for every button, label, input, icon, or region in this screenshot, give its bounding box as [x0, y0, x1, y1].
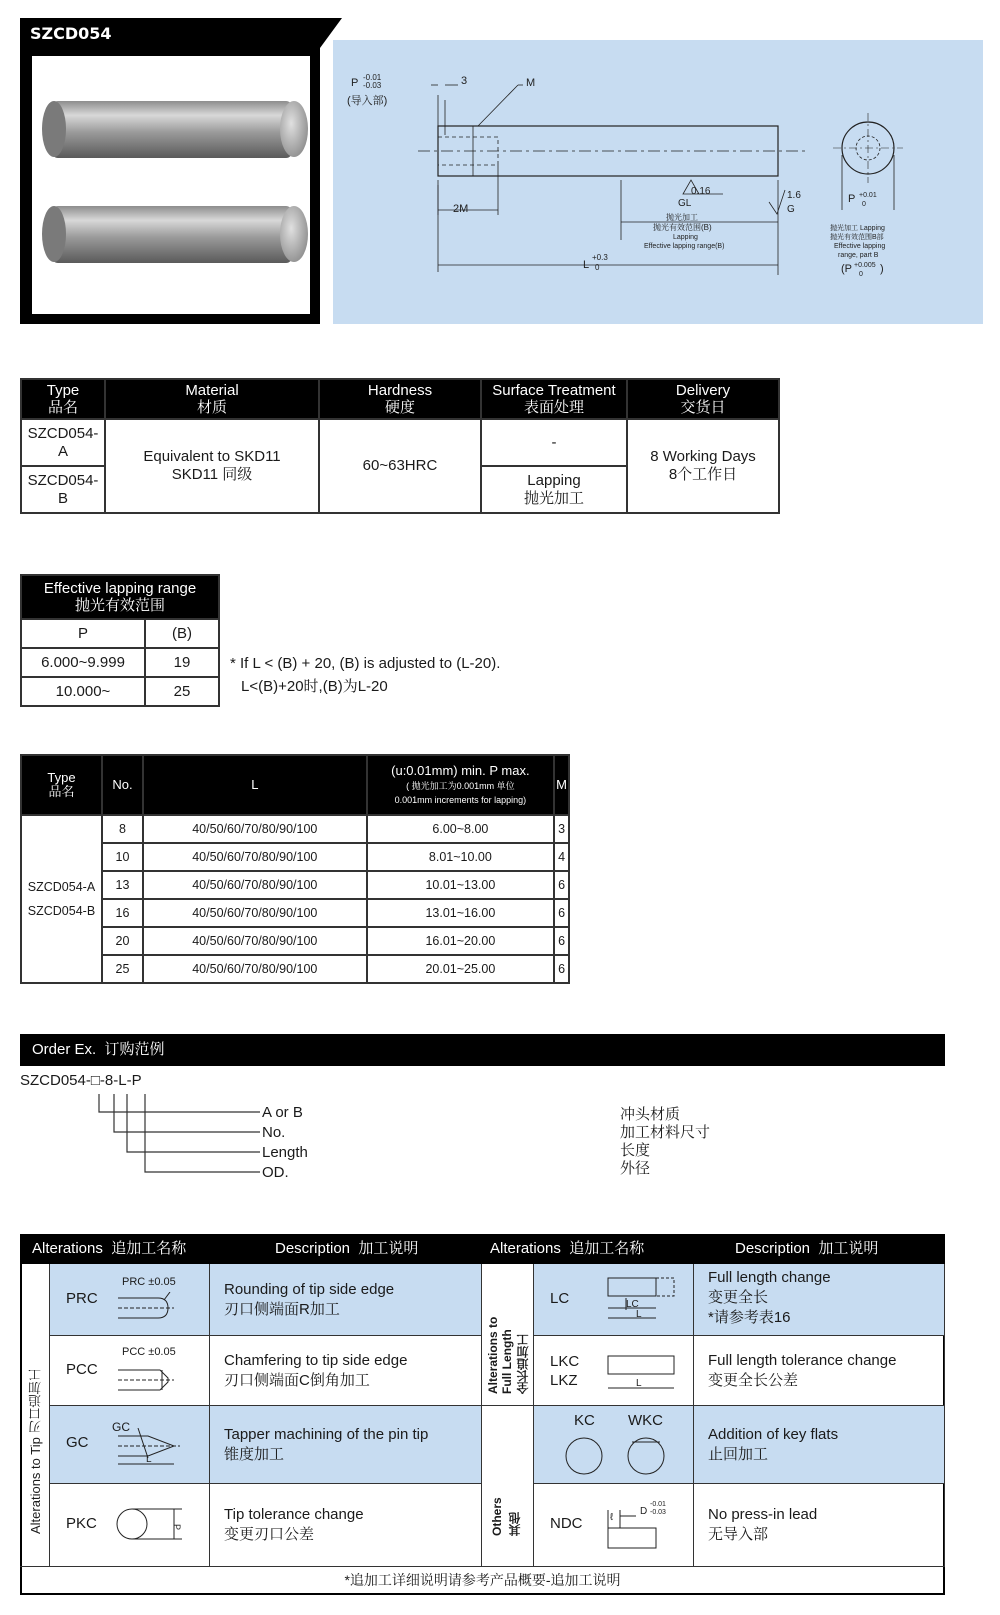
end-note-4: range, part B — [838, 252, 879, 259]
lapping-col-p: P — [21, 619, 145, 648]
size-row-m: 3 — [554, 815, 569, 843]
size-row-p: 16.01~20.00 — [367, 927, 555, 955]
spec-header-hardness: Hardness 硬度 — [319, 379, 481, 419]
dim-l-tol-upper: +0.3 — [592, 253, 608, 262]
spec-header-type: Type 品名 — [21, 379, 105, 419]
dim-p-tol-lower: -0.03 — [363, 81, 382, 90]
spec-surface-b: Lapping 抛光加工 — [481, 466, 627, 513]
spec-type-b: SZCD054-B — [21, 466, 105, 513]
svg-text:D: D — [640, 1506, 648, 1517]
dim-3: 3 — [461, 75, 468, 87]
size-row-no: 13 — [102, 871, 143, 899]
end-note-1: 抛光加工 Lapping — [830, 225, 885, 232]
order-item-4-cn: 外径 — [620, 1160, 651, 1177]
svg-text:-0.01: -0.01 — [650, 1501, 666, 1508]
lapping-cn-2: 抛光有效范围(B) — [653, 223, 712, 232]
spec-table — [20, 378, 780, 514]
lapping-col-b: (B) — [145, 619, 219, 648]
end-p2-close: ) — [880, 263, 884, 275]
prc-diagram — [118, 1292, 178, 1322]
size-row-l: 40/50/60/70/80/90/100 — [143, 843, 367, 871]
group-tip: Alterations to Tip 刃口追加工 — [20, 1264, 50, 1567]
svg-text:ℓ: ℓ — [610, 1512, 614, 1523]
alt-lc-desc: Full length change 变更全长 *请参考表16 — [694, 1264, 945, 1336]
pcc-diagram — [118, 1364, 178, 1394]
roughness-grade: G — [787, 204, 795, 215]
runout-value: 0.16 — [691, 186, 711, 197]
lapping-row-2-b: 25 — [145, 677, 219, 706]
alt-prc-cell[interactable]: PRC PRC ±0.05 — [50, 1264, 210, 1336]
spec-type-a: SZCD054-A — [21, 419, 105, 466]
lapping-note-cn: L<(B)+20时,(B)为L-20 — [241, 678, 388, 695]
dim-p-tol-upper: -0.01 — [363, 73, 382, 82]
spec-header-delivery: Delivery 交货日 — [627, 379, 779, 419]
alt-pcc-desc: Chamfering to tip side edge 刃口侧端面C倒角加工 — [210, 1336, 482, 1406]
size-row-no: 25 — [102, 955, 143, 983]
spec-material: Equivalent to SKD11 SKD11 同级 — [105, 419, 319, 513]
ndc-diagram — [606, 1496, 688, 1560]
end-p2-tol-upper: +0.005 — [854, 262, 876, 269]
alt-lc-cell[interactable]: LC LC L — [534, 1264, 694, 1336]
dim-lead-in-note: (导入部) — [347, 95, 388, 107]
lapping-range-table — [20, 574, 220, 707]
order-item-3-cn: 长度 — [620, 1142, 651, 1159]
size-row-l: 40/50/60/70/80/90/100 — [143, 815, 367, 843]
lapping-en-1: Lapping — [673, 234, 698, 241]
spec-hardness: 60~63HRC — [319, 419, 481, 513]
lapping-note — [230, 652, 500, 698]
order-connector-lines — [90, 1094, 270, 1174]
svg-text:P: P — [172, 1524, 182, 1531]
group-others: Others 其他 — [482, 1406, 534, 1567]
svg-text:L: L — [636, 1378, 642, 1389]
end-p-tol-lower: 0 — [862, 201, 866, 208]
alt-pkc-cell[interactable]: PKC P — [50, 1484, 210, 1567]
size-header-p: (u:0.01mm) min. P max. ( 抛光加工为0.001mm 单位 0.001mm increments for lapping) — [367, 755, 555, 815]
dim-p-label: P — [351, 77, 359, 89]
size-row-l: 40/50/60/70/80/90/100 — [143, 899, 367, 927]
end-p2-tol-lower: 0 — [859, 271, 863, 278]
order-item-2-en: No. — [262, 1124, 286, 1141]
lapping-row-1-p: 6.000~9.999 — [21, 648, 145, 677]
lapping-row-2-p: 10.000~ — [21, 677, 145, 706]
end-note-3: Effective lapping — [834, 243, 886, 250]
order-example-code: SZCD054-□-8-L-P — [20, 1072, 142, 1089]
svg-text:L: L — [146, 1454, 152, 1465]
alterations-header: Alterations 追加工名称 Description 加工说明 Alterations 追加工名称 Description 加工说明 — [20, 1234, 945, 1264]
svg-text:-0.03: -0.03 — [650, 1509, 666, 1516]
end-p2-label: (P — [841, 263, 852, 275]
kc-wkc-diagram — [562, 1434, 682, 1478]
size-row-m: 6 — [554, 871, 569, 899]
svg-text:LC: LC — [626, 1299, 639, 1310]
alt-gc-cell[interactable]: GC GC L — [50, 1406, 210, 1484]
alt-kc-cell[interactable]: KC WKC — [534, 1406, 694, 1484]
order-item-1-en: A or B — [262, 1104, 303, 1121]
svg-text:L: L — [636, 1309, 642, 1320]
lc-diagram — [606, 1274, 686, 1324]
end-note-2: 抛光有效范围B部 — [830, 234, 884, 241]
size-row-l: 40/50/60/70/80/90/100 — [143, 871, 367, 899]
alt-kc-desc: Addition of key flats 止回加工 — [694, 1406, 945, 1484]
size-row-m: 6 — [554, 955, 569, 983]
order-item-3-en: Length — [262, 1144, 308, 1161]
size-header-no: No. — [102, 755, 143, 815]
size-row-m: 6 — [554, 899, 569, 927]
spec-delivery: 8 Working Days 8个工作日 — [627, 419, 779, 513]
order-example-bar: Order Ex. 订购范例 — [20, 1034, 945, 1066]
size-header-type: Type 品名 — [21, 755, 102, 815]
size-row-no: 20 — [102, 927, 143, 955]
size-row-l: 40/50/60/70/80/90/100 — [143, 927, 367, 955]
spec-header-surface: Surface Treatment 表面处理 — [481, 379, 627, 419]
alt-prc-desc: Rounding of tip side edge 刃口侧端面R加工 — [210, 1264, 482, 1336]
lapping-cn-1: 抛光加工 — [666, 213, 698, 222]
end-p-label: P — [848, 193, 856, 205]
dim-2m: 2M — [453, 203, 469, 215]
order-item-2-cn: 加工材料尺寸 — [620, 1124, 711, 1141]
pin-image-a — [42, 101, 308, 158]
alterations-footer: *追加工详细说明请参考产品概要-追加工说明 — [344, 1572, 621, 1588]
size-row-p: 13.01~16.00 — [367, 899, 555, 927]
size-header-l: L — [143, 755, 367, 815]
size-row-m: 6 — [554, 927, 569, 955]
order-item-1-cn: 冲头材质 — [620, 1106, 681, 1123]
dim-m: M — [526, 77, 536, 89]
alt-pcc-cell[interactable]: PCC PCC ±0.05 — [50, 1336, 210, 1406]
alt-ndc-desc: No press-in lead 无导入部 — [694, 1484, 945, 1567]
pin-image-b — [42, 206, 308, 263]
end-p-tol-upper: +0.01 — [859, 192, 877, 199]
size-row-m: 4 — [554, 843, 569, 871]
dim-l-label: L — [583, 259, 590, 271]
size-row-no: 8 — [102, 815, 143, 843]
dim-l-tol-lower: 0 — [595, 263, 600, 272]
spec-header-material: Material 材质 — [105, 379, 319, 419]
size-table — [20, 754, 570, 984]
size-row-l: 40/50/60/70/80/90/100 — [143, 955, 367, 983]
product-photo-frame — [20, 48, 320, 324]
lapping-table-title: Effective lapping range 抛光有效范围 — [21, 575, 219, 619]
size-row-p: 6.00~8.00 — [367, 815, 555, 843]
alt-ndc-cell[interactable]: NDC ℓ D -0.01 -0.03 — [534, 1484, 694, 1567]
size-row-no: 16 — [102, 899, 143, 927]
size-row-no: 10 — [102, 843, 143, 871]
size-row-p: 10.01~13.00 — [367, 871, 555, 899]
gl-label: GL — [678, 198, 692, 209]
pkc-diagram — [112, 1506, 192, 1546]
spec-surface-a: - — [481, 419, 627, 466]
group-full-length: Alterations to Full Length 全长追加工 — [482, 1264, 534, 1406]
product-title-tab — [20, 18, 320, 48]
size-type-cell: SZCD054-A SZCD054-B — [21, 815, 102, 983]
alt-lkc-cell[interactable]: LKC LKZ L — [534, 1336, 694, 1406]
size-row-p: 20.01~25.00 — [367, 955, 555, 983]
product-photo — [32, 56, 310, 314]
lapping-note-en: * If L < (B) + 20, (B) is adjusted to (L-20). — [230, 655, 501, 672]
gc-diagram — [118, 1428, 188, 1468]
technical-drawing — [333, 40, 983, 324]
product-code: SZCD054 — [30, 24, 112, 43]
size-row-p: 8.01~10.00 — [367, 843, 555, 871]
size-header-m: M — [554, 755, 569, 815]
alt-pkc-desc: Tip tolerance change 变更刃口公差 — [210, 1484, 482, 1567]
lapping-row-1-b: 19 — [145, 648, 219, 677]
lkc-diagram — [606, 1352, 686, 1396]
roughness-value: 1.6 — [787, 190, 801, 201]
alt-gc-desc: Tapper machining of the pin tip 锥度加工 — [210, 1406, 482, 1484]
alt-lkc-desc: Full length tolerance change 变更全长公差 — [694, 1336, 945, 1406]
order-item-4-en: OD. — [262, 1164, 289, 1181]
lapping-en-2: Effective lapping range(B) — [644, 243, 725, 250]
